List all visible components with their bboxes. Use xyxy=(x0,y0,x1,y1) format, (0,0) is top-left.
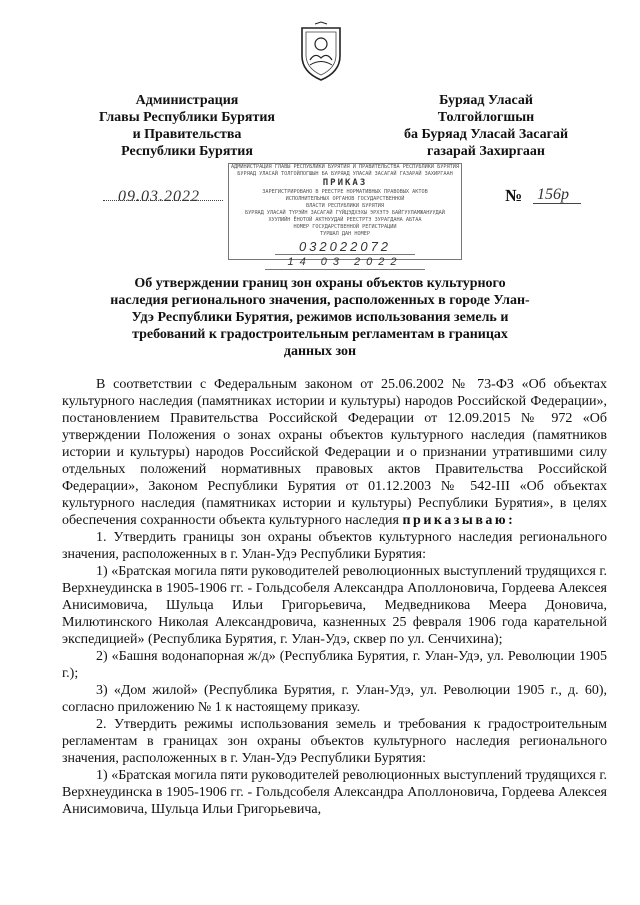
document-body xyxy=(62,376,607,818)
stamp-line: БУРЯАД УЛАСАЙ ТҮРЭЙН ЗАСАГАЙ ГҮЙЦЭДХЭХЫ ЭРХЭТЭ БАЙГУУЛАМЖАНУУДАЙ xyxy=(245,210,445,216)
stamp-line: ЗАРЕГИСТРИРОВАНО В РЕЕСТРЕ НОРМАТИВНЫХ ПРАВОВЫХ АКТОВ xyxy=(262,189,428,195)
document-date: 09.03.2022 xyxy=(118,188,200,205)
body-paragraph: 2. Утвердить режимы использования земель и требования к градостроительным регламентам в границах зон охраны объектов культурного наследия регионального значения, расположенных в г. Улан-Удэ Республики Бурятия: xyxy=(62,717,607,766)
stamp-line: БУРЯАД УЛАСАЙ ТОЛГОЙЛОГШЫН БА БУРЯАД УЛАСАЙ ЗАСАГАЙ ГАЗАРАЙ ЗАХИРГААН xyxy=(237,171,453,177)
stamp-doc-type: ПРИКАЗ xyxy=(322,178,368,188)
stamp-line: ИСПОЛНИТЕЛЬНЫХ ОРГАНОВ ГОСУДАРСТВЕННОЙ xyxy=(285,196,405,202)
number-sign: № xyxy=(505,186,523,205)
stamp-line: ВЛАСТИ РЕСПУБЛИКИ БУРЯТИЯ xyxy=(305,203,385,209)
stamp-line: НОМЕР ГОСУДАРСТВЕННОЙ РЕГИСТРАЦИИ xyxy=(293,224,397,230)
header-right-line: Толгойлогшын xyxy=(437,110,535,125)
header-right xyxy=(368,92,604,160)
header-left-line: Администрация xyxy=(135,93,239,108)
stamp-line: ХУУЛИЙН ЁНОТОЙ АКТНУУДАЙ РЕЕСТРТЭ ЗУРАГДАНА АБТАА xyxy=(268,217,422,223)
preamble-text: В соответствии с Федеральным законом от 25.06.2002 № 73-ФЗ «Об объектах культурного наследия (памятниках истории и культуры) народов Российской Федерации», постановлением Правительства Российской Федерации от 12.09.2015 № 972 «Об утверждении Положения о зонах охраны объектов культурного наследия (памятников истории и культуры) народов Российской Федерации и о признании утратившими силу отдельных положений нормативных правовых актов Правительства Российской Федерации», Законом Республики Бурятия от 01.12.2003 № 542-III «Об объектах культурного наследия (памятниках истории и культуры) Республики Бурятия», в целях обеспечения сохранности объекта культурного наследия xyxy=(62,377,607,528)
body-paragraph: 1) «Братская могила пяти руководителей революционных выступлений трудящихся г. Верхнеудинска в 1905-1906 гг. - Гольдсобеля Александра Аполлоновича, Гордеева Алексея Анисимовича, Шульца Ильи Григорьевича, xyxy=(62,768,607,817)
stamp-reg-date: 14 03 2022 xyxy=(265,256,425,270)
header-left-line: и Правительства xyxy=(132,127,242,142)
body-paragraph xyxy=(62,376,607,529)
body-paragraph: 3) «Дом жилой» (Республика Бурятия, г. Улан-Удэ, ул. Революции 1905 г., д. 60), согласно приложению № 1 к настоящему приказу. xyxy=(62,683,607,715)
stamp-line: АДМИНИСТРАЦИЯ ГЛАВЫ РЕСПУБЛИКИ БУРЯТИЯ И ПРАВИТЕЛЬСТВА РЕСПУБЛИКИ БУРЯТИЯ xyxy=(231,164,459,170)
stamp-reg-number: 032022072 xyxy=(275,239,415,255)
header-right-line: Буряад Уласай xyxy=(439,93,533,108)
coat-of-arms-emblem xyxy=(298,22,344,82)
registration-stamp xyxy=(228,163,462,268)
body-paragraph: 1) «Братская могила пяти руководителей революционных выступлений трудящихся г. Верхнеудинска в 1905-1906 гг. - Гольдсобеля Александра Аполлоновича, Гордеева Алексея Анисимовича, Шульца Ильи Григорьевича, Медведникова Меера Доновича, Милютинского Николая Александровича, казненных 25 февраля 1906 года карательной экспедицией» (Республика Бурятия, г. Улан-Удэ, сквер по ул. Сенчихина); xyxy=(62,564,607,647)
header-left xyxy=(62,92,312,160)
number-underline xyxy=(533,203,581,204)
document-title: Об утверждении границ зон охраны объектов культурного наследия регионального значения, расположенных в городе Улан-Удэ Республики Бурятия, режимов использования земель и требований к градостроительным регламентам в границах данных зон xyxy=(110,276,530,359)
body-paragraph: 1. Утвердить границы зон охраны объектов культурного наследия регионального значения, расположенных в г. Улан-Удэ Республики Бурятия: xyxy=(62,530,607,562)
header-right-line: газарай Захиргаан xyxy=(426,144,545,159)
document-number: 156р xyxy=(537,186,569,203)
body-paragraph: 2) «Башня водонапорная ж/д» (Республика Бурятия, г. Улан-Удэ, ул. Революции 1905 г.); xyxy=(62,649,607,681)
header-right-line: ба Буряад Уласай Засагай xyxy=(403,127,569,142)
date-underline xyxy=(103,200,223,201)
header-left-line: Главы Республики Бурятия xyxy=(98,110,275,125)
order-word: приказываю: xyxy=(402,513,516,528)
stamp-reg-label: ТУРШАЛ ДАН НОМЕР xyxy=(320,231,370,237)
header-left-line: Республики Бурятия xyxy=(121,144,253,159)
